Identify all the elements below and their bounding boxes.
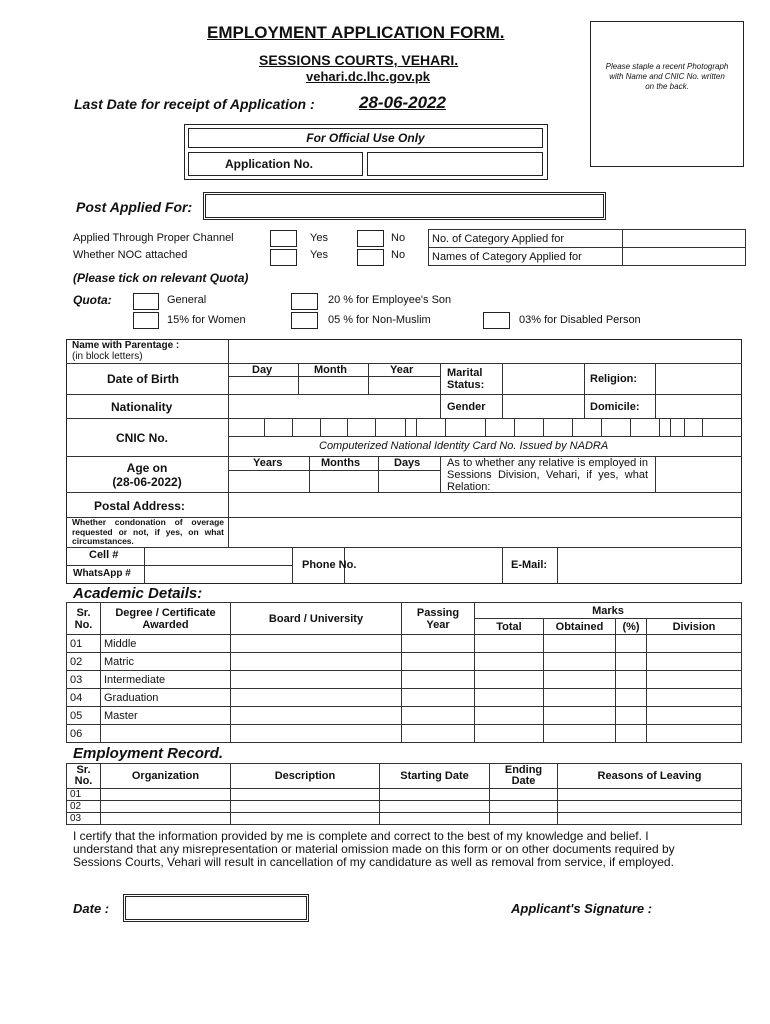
quota-non-muslim-label: 05 % for Non-Muslim [328, 314, 431, 326]
signature-label: Applicant's Signature : [511, 901, 653, 916]
academic-table [66, 602, 742, 743]
academic-cell[interactable] [647, 653, 742, 671]
dob-label: Date of Birth [107, 372, 179, 386]
table-row [67, 801, 742, 813]
whatsapp-label: WhatsApp # [73, 568, 131, 579]
employment-sr: 02 [67, 801, 101, 813]
noc-yes-label: Yes [310, 249, 328, 261]
dob-year-label: Year [390, 364, 414, 376]
application-no-label: Application No. [188, 152, 363, 176]
phone-label: Phone No. [302, 559, 357, 571]
academic-obtained-header: Obtained [544, 619, 616, 635]
academic-cell[interactable] [616, 671, 647, 689]
academic-sr-header: Sr. No. [67, 603, 101, 635]
academic-sr: 01 [67, 635, 101, 653]
employment-cell[interactable] [380, 813, 490, 825]
post-input[interactable] [203, 192, 606, 220]
channel-yes-label: Yes [310, 232, 328, 244]
table-row [67, 725, 742, 743]
channel-yes-checkbox[interactable] [270, 230, 297, 247]
postal-address-label: Postal Address: [94, 499, 185, 513]
age-months-label: Months [321, 457, 361, 469]
academic-cell[interactable] [402, 653, 475, 671]
employment-org-header: Organization [101, 764, 231, 789]
religion-label: Religion: [590, 373, 638, 385]
academic-cell[interactable] [647, 671, 742, 689]
photo-box [590, 21, 744, 167]
table-row [67, 671, 742, 689]
academic-sr: 04 [67, 689, 101, 707]
academic-cell[interactable] [647, 725, 742, 743]
academic-cell[interactable] [231, 653, 402, 671]
academic-board-header: Board / University [231, 603, 402, 635]
gender-label: Gender [447, 401, 486, 413]
employment-end-header: Ending Date [490, 764, 558, 789]
quota-employees-son-checkbox[interactable] [291, 293, 318, 310]
academic-cell[interactable] [544, 635, 616, 653]
academic-heading: Academic Details: [73, 585, 203, 602]
name-label: Name with Parentage : [72, 340, 180, 351]
quota-women-checkbox[interactable] [133, 312, 159, 329]
academic-degree-header: Degree / Certificate Awarded [101, 603, 231, 635]
table-row [67, 789, 742, 801]
academic-cell[interactable] [231, 635, 402, 653]
post-label: Post Applied For: [76, 199, 193, 215]
academic-cell[interactable] [231, 707, 402, 725]
academic-sr: 06 [67, 725, 101, 743]
quota-women-label: 15% for Women [167, 314, 246, 326]
application-no-field[interactable] [367, 152, 543, 176]
channel-no-checkbox[interactable] [357, 230, 384, 247]
cell-label: Cell # [89, 549, 119, 561]
academic-cell[interactable] [231, 725, 402, 743]
age-label: Age on [126, 461, 168, 475]
website-link[interactable]: vehari.dc.lhc.gov.pk [306, 69, 431, 84]
quota-employees-son-label: 20 % for Employee's Son [328, 294, 452, 306]
academic-sr: 02 [67, 653, 101, 671]
category-table [428, 229, 746, 266]
phone-field[interactable] [345, 548, 501, 583]
academic-marks-header: Marks [475, 603, 742, 619]
academic-cell[interactable] [475, 653, 544, 671]
employment-cell[interactable] [231, 789, 380, 801]
academic-degree: Matric [101, 653, 231, 671]
academic-year-header: Passing Year [402, 603, 475, 635]
age-date: (28-06-2022) [112, 475, 182, 489]
employment-cell[interactable] [101, 813, 231, 825]
employment-reason-header: Reasons of Leaving [558, 764, 742, 789]
date-label: Date : [73, 901, 110, 916]
academic-cell[interactable] [647, 689, 742, 707]
quota-instruction: (Please tick on relevant Quota) [73, 271, 249, 285]
noc-no-label: No [391, 249, 406, 261]
marital-label: Marital Status: [447, 367, 485, 391]
nationality-label: Nationality [111, 400, 173, 414]
employment-cell[interactable] [558, 813, 742, 825]
cnic-note: Computerized National Identity Card No. Issued by NADRA [319, 440, 609, 452]
employment-cell[interactable] [490, 789, 558, 801]
employment-cell[interactable] [380, 801, 490, 813]
academic-cell[interactable] [475, 689, 544, 707]
employment-cell[interactable] [231, 813, 380, 825]
academic-cell[interactable] [402, 689, 475, 707]
academic-cell[interactable] [231, 671, 402, 689]
academic-degree [101, 725, 231, 743]
employment-cell[interactable] [101, 801, 231, 813]
academic-cell[interactable] [544, 707, 616, 725]
employment-sr-header: Sr. No. [67, 764, 101, 789]
category-names-field[interactable] [623, 248, 746, 266]
cnic-label: CNIC No. [116, 431, 168, 445]
academic-cell[interactable] [647, 707, 742, 725]
academic-degree: Master [101, 707, 231, 725]
last-date-value: 28-06-2022 [359, 93, 446, 112]
academic-cell[interactable] [544, 689, 616, 707]
name-field[interactable] [229, 340, 741, 362]
employment-sr: 03 [67, 813, 101, 825]
postal-address-field[interactable] [229, 493, 741, 516]
academic-cell[interactable] [475, 671, 544, 689]
table-row [67, 707, 742, 725]
quota-disabled-checkbox[interactable] [483, 312, 510, 329]
age-days-label: Days [394, 457, 421, 469]
relative-question: As to whether any relative is employed in Sessions Division, Vehari, if yes, what Relation: [447, 457, 648, 493]
academic-total-header: Total [475, 619, 544, 635]
employment-heading: Employment Record. [73, 745, 224, 762]
academic-cell[interactable] [402, 725, 475, 743]
employment-table [66, 763, 742, 825]
employment-cell[interactable] [380, 789, 490, 801]
academic-cell[interactable] [544, 653, 616, 671]
academic-degree: Graduation [101, 689, 231, 707]
employment-cell[interactable] [490, 801, 558, 813]
domicile-label: Domicile: [590, 401, 640, 413]
employment-cell[interactable] [231, 801, 380, 813]
whatsapp-field[interactable] [145, 566, 291, 583]
photo-instruction: Please staple a recent Photograph with Name and CNIC No. written on the back. [605, 62, 729, 91]
category-count-label: No. of Category Applied for [429, 230, 623, 248]
academic-cell[interactable] [616, 635, 647, 653]
employment-desc-header: Description [231, 764, 380, 789]
table-row [67, 813, 742, 825]
cell-field[interactable] [145, 548, 291, 564]
noc-no-checkbox[interactable] [357, 249, 384, 266]
proper-channel-label: Applied Through Proper Channel [73, 232, 234, 244]
academic-sr: 03 [67, 671, 101, 689]
academic-cell[interactable] [616, 725, 647, 743]
condonation-question: Whether condonation of overage requested or not, if yes, on what circumstances. [72, 517, 224, 546]
employment-cell[interactable] [490, 813, 558, 825]
quota-general-checkbox[interactable] [133, 293, 159, 310]
quota-disabled-label: 03% for Disabled Person [519, 314, 641, 326]
academic-cell[interactable] [616, 653, 647, 671]
employment-cell[interactable] [101, 789, 231, 801]
employment-sr: 01 [67, 789, 101, 801]
age-years-label: Years [253, 457, 283, 469]
form-title: EMPLOYMENT APPLICATION FORM. [207, 23, 505, 42]
academic-sr: 05 [67, 707, 101, 725]
academic-cell[interactable] [544, 671, 616, 689]
quota-general-label: General [167, 294, 207, 306]
official-use-title: For Official Use Only [188, 128, 543, 148]
academic-cell[interactable] [475, 707, 544, 725]
name-sub-label: (in block letters) [72, 351, 143, 362]
academic-cell[interactable] [402, 671, 475, 689]
academic-degree: Middle [101, 635, 231, 653]
noc-label: Whether NOC attached [73, 249, 188, 261]
email-field[interactable] [558, 548, 741, 583]
academic-cell[interactable] [402, 707, 475, 725]
condonation-field[interactable] [229, 518, 741, 546]
academic-pct-header: (%) [616, 619, 647, 635]
academic-cell[interactable] [647, 635, 742, 653]
noc-yes-checkbox[interactable] [270, 249, 297, 266]
table-row [67, 635, 742, 653]
table-row [67, 689, 742, 707]
channel-no-label: No [391, 232, 406, 244]
dob-month-label: Month [314, 364, 347, 376]
academic-cell[interactable] [475, 635, 544, 653]
last-date-label: Last Date for receipt of Application : [74, 96, 315, 112]
employment-start-header: Starting Date [380, 764, 490, 789]
employment-cell[interactable] [558, 801, 742, 813]
cnic-digit-fields[interactable] [229, 419, 741, 435]
table-row [67, 653, 742, 671]
quota-label: Quota: [73, 293, 112, 307]
academic-cell[interactable] [544, 725, 616, 743]
employment-cell[interactable] [558, 789, 742, 801]
academic-division-header: Division [647, 619, 742, 635]
academic-cell[interactable] [616, 707, 647, 725]
quota-non-muslim-checkbox[interactable] [291, 312, 318, 329]
email-label: E-Mail: [511, 559, 548, 571]
category-names-label: Names of Category Applied for [429, 248, 623, 266]
academic-cell[interactable] [231, 689, 402, 707]
category-count-field[interactable] [623, 230, 746, 248]
academic-degree: Intermediate [101, 671, 231, 689]
academic-cell[interactable] [616, 689, 647, 707]
certification-text: I certify that the information provided by me is complete and correct to the best of my knowledge and belief. I understand that any misrepresentation or material omission made on this form or on other documents required by Sessions Courts, Vehari will result in cancellation of my candidature as well as removal from service, if employed. [73, 829, 675, 869]
academic-cell[interactable] [475, 725, 544, 743]
dob-day-label: Day [252, 364, 273, 376]
date-field[interactable] [123, 894, 309, 922]
court-name: SESSIONS COURTS, VEHARI. [259, 52, 459, 68]
academic-cell[interactable] [402, 635, 475, 653]
